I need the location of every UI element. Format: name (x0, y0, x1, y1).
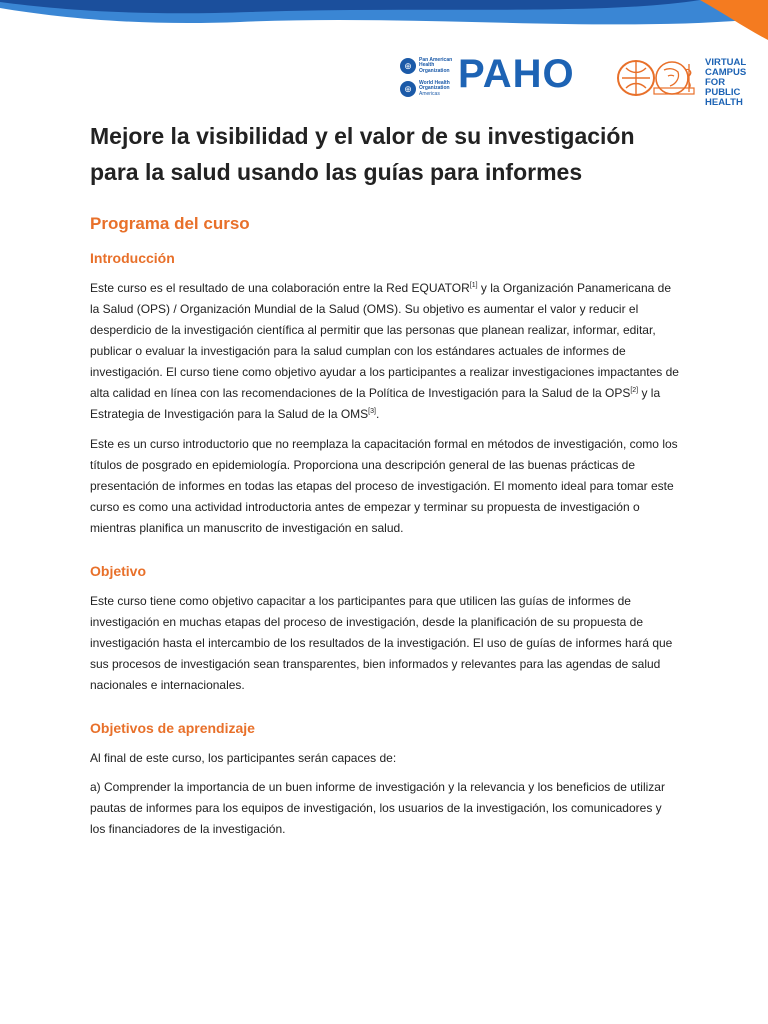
section-heading-objective: Objetivo (90, 563, 147, 579)
org-logos (400, 56, 456, 100)
learning-objective-a: a) Comprender la importancia de un buen informe de investigación y la relevancia y los beneficios de utilizar pautas de informes para los equipos de investigación, los usuarios de la investigación, los comunicadores y los financiadores de la investigación. (90, 780, 665, 836)
learning-intro-paragraph: Al final de este curso, los participantes serán capaces de: (90, 751, 397, 765)
org-who-name: World Health Organization (419, 79, 450, 92)
document-title: Mejore la visibilidad y el valor de su investigación para la salud usando las guías para informes (90, 123, 635, 185)
reference-3[interactable]: [3] (368, 408, 376, 415)
objective-paragraph: Este curso tiene como objetivo capacitar a los participantes para que utilicen las guías de informes de investigación en muchas etapas del proceso de investigación, desde la planificación de su propuesta de investigación hasta el intercambio de los resultados de la investigación. El uso de guías de informes hará que sus procesos de investigación sean transparentes, bien informados y relevantes para las agendas de salud nacionales e internacionales. (90, 594, 673, 692)
header-banner (0, 0, 768, 60)
header-logos (400, 52, 762, 108)
org-paho-name: Pan American Health Organization (419, 56, 453, 74)
virtual-campus-emblem-icon (614, 58, 702, 98)
document-body (90, 118, 680, 840)
reference-1[interactable]: [1] (469, 282, 478, 289)
reference-2[interactable]: [2] (630, 387, 639, 394)
program-heading: Programa del curso (90, 214, 250, 233)
paho-emblem-icon: ⊕ (400, 58, 416, 74)
who-emblem-icon: ⊕ (400, 81, 416, 97)
section-heading-learning-objectives: Objetivos de aprendizaje (90, 720, 255, 736)
virtual-campus-label: VIRTUAL CAMPUS FOR PUBLIC HEALTH (705, 57, 747, 108)
intro-paragraph-2: Este es un curso introductorio que no reemplaza la capacitación formal en métodos de investigación, como los títulos de posgrado en epidemiología. Proporciona una descripción general de las buenas prácticas de presentación de informes en todas las etapas del proceso de investigación. El momento ideal para tomar este curso es como una actividad introductoria antes de empezar y terminar su propuesta de investigación o mientras planifica un manuscrito de investigación en salud. (90, 437, 678, 535)
section-heading-introduction: Introducción (90, 250, 175, 266)
intro-paragraph-1: Este curso es el resultado de una colaboración entre la Red EQUATOR[1] y la Organización Panamericana de la Salud (OPS) / Organización Mundial de la Salud (OMS). Su objetivo es aumentar el valor y reducir el desperdicio de la investigación científica al permitir que las personas que planean realizar, informar, editar, publicar o evaluar la investigación para la salud cumplan con los estándares actuales de informes de investigación. El curso tiene como objetivo ayudar a los participantes a realizar investigaciones impactantes de alta calidad en línea con las recomendaciones de la Política de Investigación para la Salud de la OPS[2] y la Estrategia de Investigación para la Salud de la OMS[3]. (90, 281, 679, 421)
org-who-region: Americas (419, 90, 440, 97)
paho-wordmark: PAHO (458, 52, 575, 96)
